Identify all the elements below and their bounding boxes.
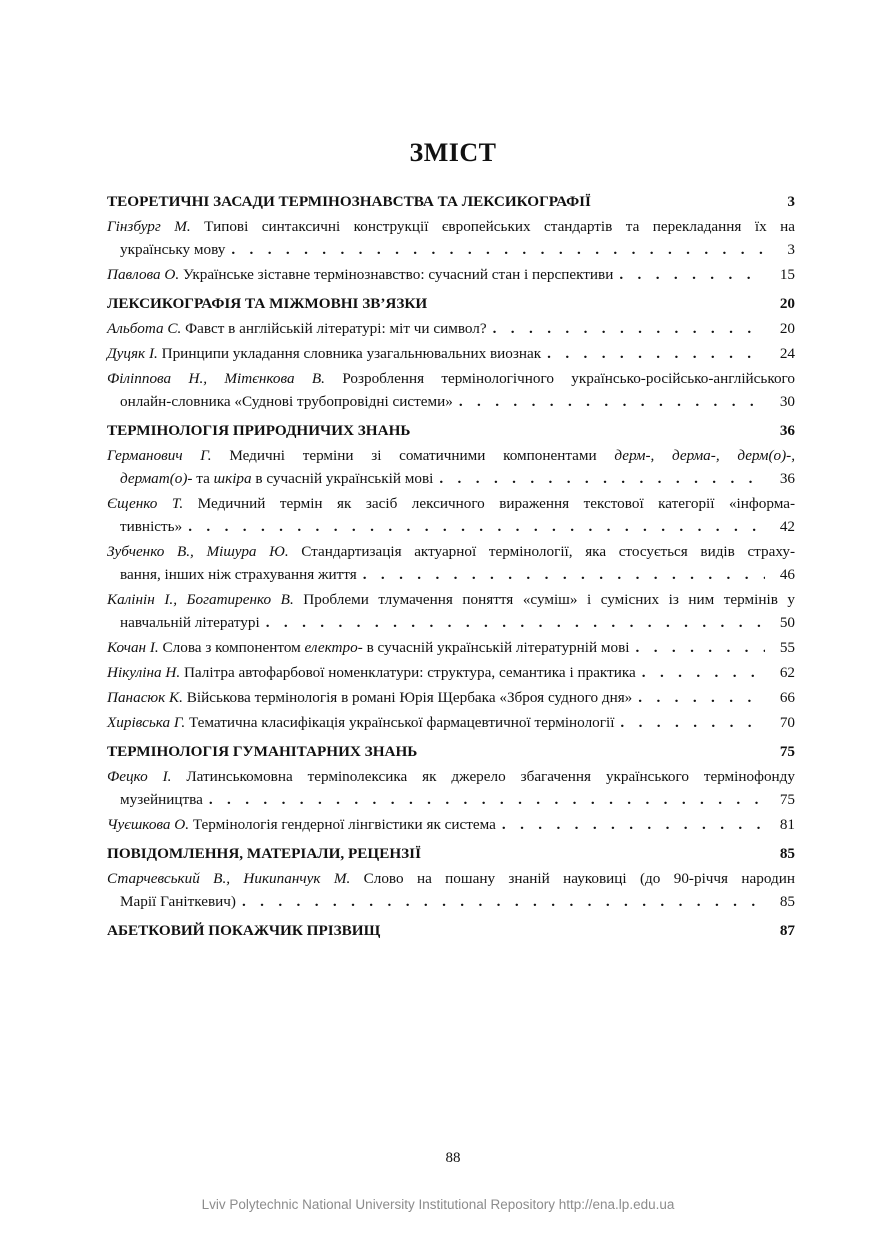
entry-page: 55 [779,639,795,656]
entry-author: Гінзбург М. [107,218,191,235]
toc-section[interactable] [107,740,795,763]
toc-entry[interactable] [107,636,795,659]
entry-title-term: шкіра [213,470,252,487]
section-title: ТЕРМІНОЛОГІЯ ГУМАНІТАРНИХ ЗНАНЬ [107,743,418,760]
toc-entry[interactable] [107,444,795,490]
dot-leader [203,788,765,811]
toc-entry[interactable] [107,540,795,586]
entry-title: Розроблення термінологічного українсько-російсько-англійського [342,370,795,387]
entry-page: 30 [779,393,795,410]
entry-page: 70 [779,714,795,731]
entry-title: Медичний термін як засіб лексичного вираження текстової категорії «інформа- [197,495,796,512]
toc-entry[interactable] [107,711,795,734]
entry-title-cont: онлайн-словника «Суднові трубопровідні системи» [120,393,453,410]
table-of-contents [107,190,795,942]
entry-page: 42 [779,518,795,535]
toc-entry[interactable] [107,215,795,261]
entry-author: Зубченко В., Мішура Ю. [107,543,289,560]
toc-entry[interactable] [107,813,795,836]
entry-title-cont: в сучасній українській літературній мові [366,639,630,656]
entry-title-term: дерм-, дерма-, дерм(о)-, [614,447,796,464]
dot-leader [453,390,765,413]
dot-leader [496,813,765,836]
section-title: ТЕОРЕТИЧНІ ЗАСАДИ ТЕРМІНОЗНАВСТВА ТА ЛЕКСИКОГРАФІЇ [107,193,591,210]
entry-page: 46 [779,566,795,583]
section-page: 36 [779,422,795,439]
entry-title: Слова з компонентом [162,639,301,656]
dot-leader [632,686,765,709]
entry-title: Українське зіставне термінознавство: сучасний стан і перспективи [183,266,614,283]
toc-section[interactable] [107,419,795,442]
entry-author: Дуцяк І. [107,345,158,362]
entry-title: Фавст в англійській літературі: міт чи символ? [185,320,487,337]
section-page: 87 [779,922,795,939]
entry-page: 75 [779,791,795,808]
entry-title: Проблеми тлумачення поняття «суміш» і сумісних із ним термінів у [303,591,795,608]
entry-title: Принципи укладання словника узагальнювальних виознак [161,345,542,362]
dot-leader [636,661,765,684]
toc-entry[interactable] [107,867,795,913]
section-title: ЛЕКСИКОГРАФІЯ ТА МІЖМОВНІ ЗВ’ЯЗКИ [107,295,428,312]
entry-author: Калінін І., Богатиренко В. [107,591,294,608]
entry-title-cont: в сучасній українській мові [255,470,434,487]
dot-leader [225,238,765,261]
dot-leader [487,317,765,340]
entry-page: 85 [779,893,795,910]
entry-title-cont: та [196,470,210,487]
toc-entry[interactable] [107,661,795,684]
entry-title: Військова термінологія в романі Юрія Щербака «Зброя судного дня» [186,689,633,706]
entry-title-term: дермат(о)- [120,470,193,487]
entry-author: Альбота С. [107,320,182,337]
entry-author: Хирівська Г. [107,714,186,731]
toc-entry[interactable] [107,686,795,709]
entry-author: Фецко І. [107,768,172,785]
entry-page: 81 [779,816,795,833]
toc-entry[interactable] [107,765,795,811]
entry-title: Типові синтаксичні конструкції європейських стандартів та перекладання їх на [204,218,795,235]
section-title: АБЕТКОВИЙ ПОКАЖЧИК ПРІЗВИЩ [107,922,381,939]
entry-page: 62 [779,664,795,681]
entry-author: Германович Г. [107,447,212,464]
entry-title: Стандартизація актуарної термінології, яка стосується видів страху- [301,543,796,560]
section-page: 75 [779,743,795,760]
entry-title: Латинськомовна терміnолексика як джерело збагачення українського термінофонду [186,768,795,785]
section-title: ТЕРМІНОЛОГІЯ ПРИРОДНИЧИХ ЗНАНЬ [107,422,411,439]
dot-leader [541,342,765,365]
toc-entry[interactable] [107,342,795,365]
dot-leader [182,515,765,538]
entry-page: 3 [787,241,795,258]
entry-title-cont: українську мову [120,241,226,258]
toc-section[interactable] [107,292,795,315]
dot-leader [260,611,765,634]
entry-page: 66 [779,689,795,706]
entry-author: Панасюк К. [107,689,183,706]
entry-author: Старчевський В., Никипанчук М. [107,870,351,887]
toc-section[interactable] [107,842,795,865]
entry-title-cont: тивність» [120,518,183,535]
entry-title: Медичні терміни зі соматичними компонентами [229,447,597,464]
toc-section[interactable] [107,190,795,213]
entry-title-cont: Марії Ганіткевич) [120,893,236,910]
page-title: ЗМІСТ [409,138,497,167]
entry-title: Слово на пошану знаній науковиці (до 90-річчя народин [363,870,796,887]
section-page: 85 [779,845,795,862]
entry-page: 15 [779,266,795,283]
dot-leader [614,711,765,734]
entry-author: Філіппова Н., Мітєнкова В. [107,370,325,387]
toc-section[interactable] [107,919,795,942]
dot-leader [236,890,765,913]
toc-entry[interactable] [107,263,795,286]
toc-entry[interactable] [107,317,795,340]
entry-author: Єщенко Т. [107,495,184,512]
entry-title-cont: навчальній літературі [120,614,260,631]
entry-author: Чуєшкова О. [107,816,190,833]
section-title: ПОВІДОМЛЕННЯ, МАТЕРІАЛИ, РЕЦЕНЗІЇ [107,845,422,862]
entry-author: Кочан І. [107,639,159,656]
entry-title-term: електро- [304,639,363,656]
repository-footer[interactable]: Lviv Polytechnic National University Institutional Repository http://ena.lp.edu.ua [201,1197,675,1212]
toc-entry[interactable] [107,367,795,413]
entry-author: Павлова О. [107,266,180,283]
section-page: 3 [787,193,795,210]
entry-title: Термінологія гендерної лінгвістики як система [192,816,496,833]
section-page: 20 [779,295,795,312]
entry-author: Нікуліна Н. [107,664,181,681]
dot-leader [630,636,765,659]
entry-title-cont: вання, інших ніж страхування життя [120,566,357,583]
entry-title-cont: музейництва [120,791,203,808]
entry-title: Палітра автофарбової номенклатури: структура, семантика і практика [183,664,636,681]
dot-leader [613,263,765,286]
entry-page: 20 [779,320,795,337]
entry-page: 36 [779,470,795,487]
page-number: 88 [445,1150,461,1166]
dot-leader [433,467,765,490]
entry-title: Тематична класифікація української фармацевтичної термінології [188,714,615,731]
toc-entry[interactable] [107,588,795,634]
entry-page: 50 [779,614,795,631]
entry-page: 24 [779,345,795,362]
dot-leader [357,563,765,586]
toc-entry[interactable] [107,492,795,538]
